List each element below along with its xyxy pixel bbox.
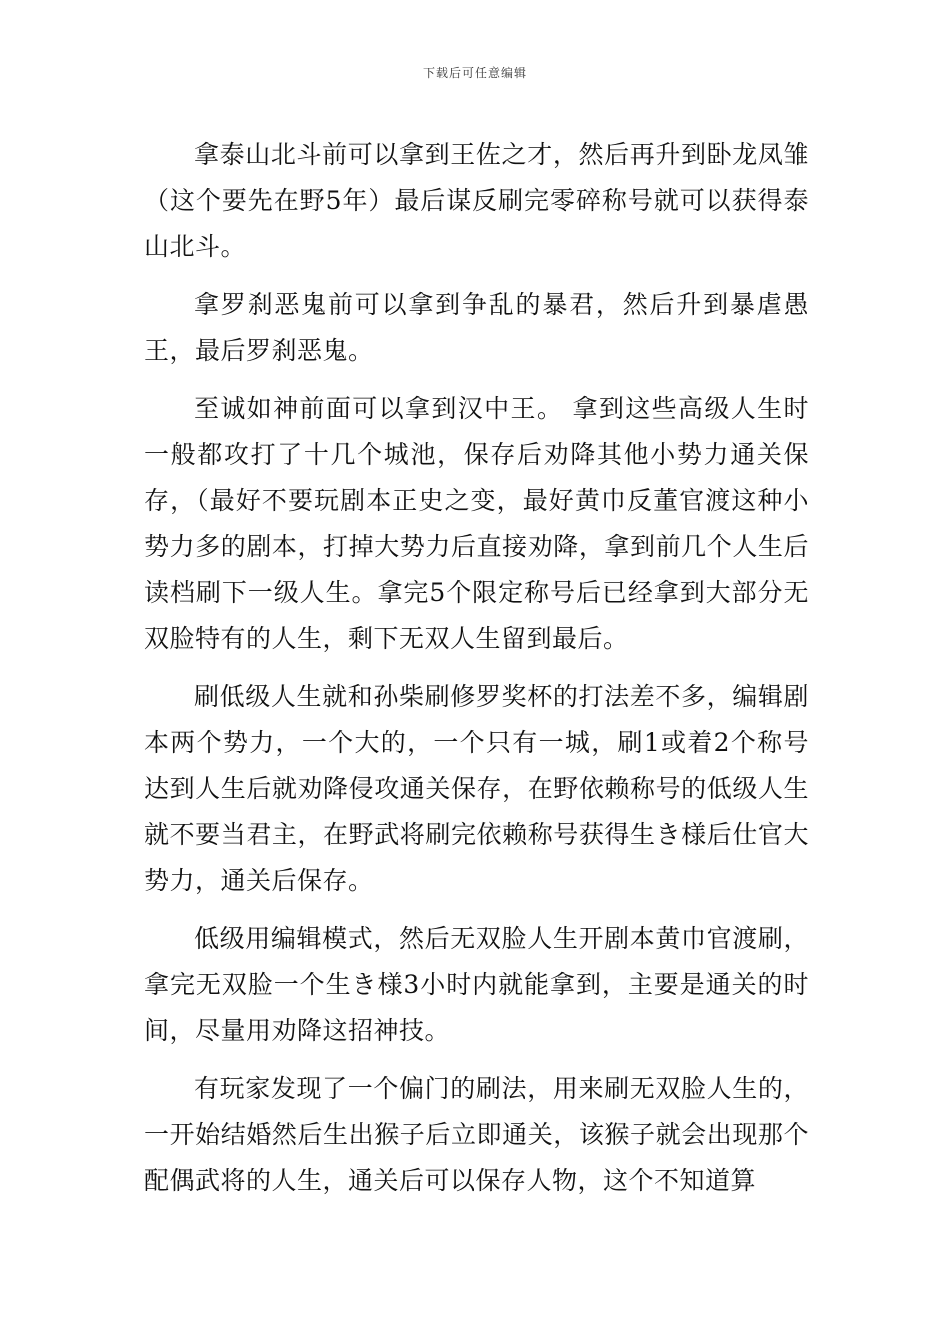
paragraph: 至诚如神前面可以拿到汉中王。 拿到这些高级人生时一般都攻打了十几个城池，保存后劝降其他小势力通关保存，（最好不要玩剧本正史之变，最好黄巾反董官渡这种小势力多的剧本，打掉大势力后直接劝降，拿到前几个人生后读档刷下一级人生。拿完5个限定称号后已经拿到大部分无双脸特有的人生，剩下无双人生留到最后。 xyxy=(144,394,809,653)
paragraph: 拿泰山北斗前可以拿到王佐之才，然后再升到卧龙凤雏（这个要先在野5年）最后谋反刷完零碎称号就可以获得泰山北斗。 xyxy=(144,140,809,261)
paragraph: 刷低级人生就和孙柴刷修罗奖杯的打法差不多，编辑剧本两个势力，一个大的，一个只有一城，刷1或着2个称号达到人生后就劝降侵攻通关保存，在野依赖称号的低级人生就不要当君主，在野武将刷完依赖称号获得生き様后仕官大势力，通关后保存。 xyxy=(144,682,809,895)
paragraph: 低级用编辑模式，然后无双脸人生开剧本黄巾官渡刷，拿完无双脸一个生き様3小时内就能拿到，主要是通关的时间，尽量用劝降这招神技。 xyxy=(144,924,809,1045)
document-body xyxy=(144,132,809,1216)
paragraph: 拿罗刹恶鬼前可以拿到争乱的暴君，然后升到暴虐愚王，最后罗刹恶鬼。 xyxy=(144,290,809,365)
page-header: 下载后可任意编辑 xyxy=(422,66,527,80)
paragraph: 有玩家发现了一个偏门的刷法，用来刷无双脸人生的，一开始结婚然后生出猴子后立即通关，该猴子就会出现那个配偶武将的人生，通关后可以保存人物，这个不知道算 xyxy=(144,1074,809,1195)
